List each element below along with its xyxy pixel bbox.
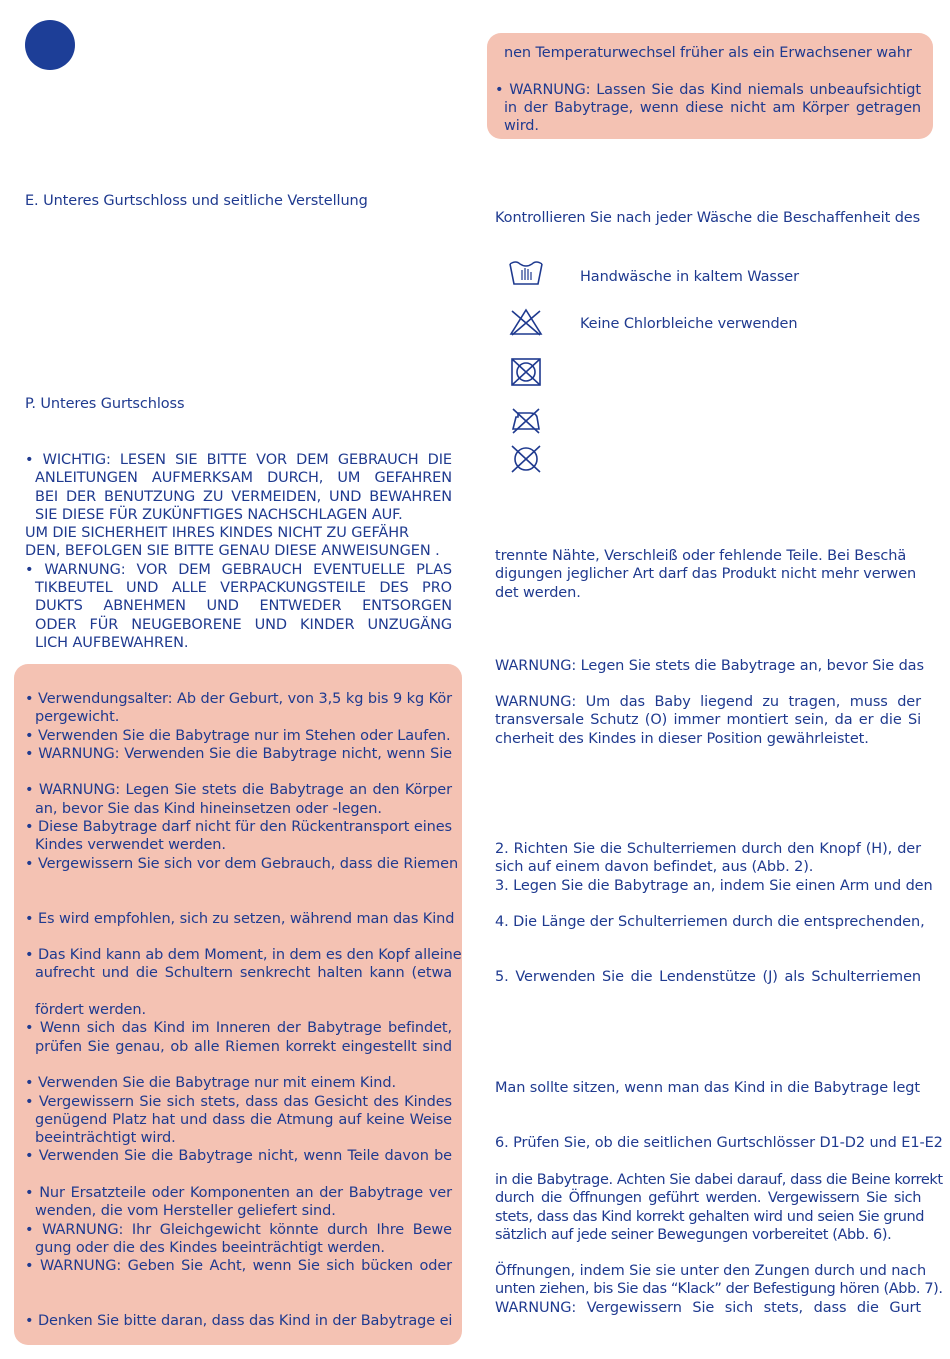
text-line: pergewicht. [35,709,120,726]
warning-put-on: WARNUNG: Legen Sie stets die Babytrage an, bevor Sie das [495,658,924,674]
seams-paragraph [495,547,915,602]
heading-p: P. Unteres Gurtschloss [25,396,185,412]
text-line: • Das Kind kann ab dem Moment, in dem es den Kopf alleine [25,947,462,964]
heading-e: E. Unteres Gurtschloss und seitliche Verstellung [25,193,368,209]
text-line: det werden. [495,584,581,601]
text-line: in der Babytrage, wenn diese nicht am Körper getragen [504,99,921,116]
no-dry-clean-icon [508,444,544,474]
text-line: • Nur Ersatzteile oder Komponenten an der Babytrage ver [25,1185,452,1202]
step-6: 6. Prüfen Sie, ob die seitlichen Gurtschlösser D1-D2 und E1-E2 [495,1135,943,1151]
legs-paragraph [495,1171,943,1244]
text-line: sich auf einem davon befindet, aus (Abb. 2). [495,859,814,876]
text-line: genügend Platz hat und dass die Atmung auf keine Weise [35,1111,452,1128]
no-tumble-dry-icon [508,357,544,387]
text-line: in die Babytrage. Achten Sie dabei darauf, dass die Beine korrekt [495,1172,943,1188]
text-line: fördert werden. [35,1002,146,1019]
text-line: 2. Richten Sie die Schulterriemen durch den Knopf (H), der [495,841,921,857]
text-line: ANLEITUNGEN AUFMERKSAM DURCH, UM GEFAHREN [35,470,452,487]
section-dot [25,20,75,70]
text-line: • WARNUNG: VOR DEM GEBRAUCH EVENTUELLE PLAS [25,561,452,578]
text-line: cherheit des Kindes in dieser Position gewährleistet. [495,730,869,747]
text-line: beeinträchtigt wird. [35,1130,176,1147]
text-line: Öffnungen, indem Sie sie unter den Zungen durch und nach [495,1263,927,1279]
text-line: • Diese Babytrage darf nicht für den Rückentransport eines [25,819,452,836]
text-line: WARNUNG: Vergewissern Sie sich stets, dass die Gurt [495,1299,921,1316]
text-line: trennte Nähte, Verschleiß oder fehlende Teile. Bei Beschä [495,548,907,564]
text-line: • Vergewissern Sie sich stets, dass das Gesicht des Kindes [25,1093,452,1110]
text-line: BEI DER BENUTZUNG ZU VERMEIDEN, UND BEWAHREN [35,488,452,505]
supervision-warning-text [495,44,921,135]
text-line: ODER FÜR NEUGEBORENE UND KINDER UNZUGÄNG [35,616,452,633]
text-line: • Es wird empfohlen, sich zu setzen, während man das Kind [25,910,455,927]
text-line: 3. Legen Sie die Babytrage an, indem Sie einen Arm und den [495,877,933,894]
text-line: sätzlich auf jede seiner Bewegungen vorbereitet (Abb. 6). [495,1226,892,1243]
text-line: • Verwenden Sie die Babytrage nicht, wenn Teile davon be [25,1148,452,1165]
no-iron-icon [508,405,544,435]
text-line: digungen jeglicher Art darf das Produkt nicht mehr verwen [495,566,917,583]
text-line: • WARNUNG: Verwenden Sie die Babytrage nicht, wenn Sie [25,745,452,762]
text-line: nen Temperaturwechsel früher als ein Erwachsener wahr [504,45,912,61]
text-line: • WARNUNG: Geben Sie Acht, wenn Sie sich bücken oder [25,1258,452,1275]
text-line: stets, dass das Kind korrekt gehalten wird und seien Sie grund [495,1208,925,1225]
text-line: Kindes verwendet werden. [35,837,226,854]
steps-2-3 [495,840,933,895]
text-line: an, bevor Sie das Kind hineinsetzen oder -legen. [35,800,382,817]
hand-wash-icon [508,258,544,288]
text-line: • Verwenden Sie die Babytrage nur im Stehen oder Laufen. [25,727,451,744]
warning-transversal [495,693,921,748]
sitting-note: Man sollte sitzen, wenn man das Kind in die Babytrage legt [495,1080,920,1096]
text-line: WARNUNG: Um das Baby liegend zu tragen, muss der [495,694,921,710]
text-line: • Vergewissern Sie sich vor dem Gebrauch, dass die Riemen [25,855,459,872]
text-line: • WICHTIG: LESEN SIE BITTE VOR DEM GEBRAUCH DIE [25,452,452,468]
wash-intro: Kontrollieren Sie nach jeder Wäsche die Beschaffenheit des [495,210,921,226]
text-line: UM DIE SICHERHEIT IHRES KINDES NICHT ZU GEFÄHR [25,525,409,542]
text-line: • WARNUNG: Lassen Sie das Kind niemals unbeaufsichtigt [495,81,921,98]
text-line: wenden, die vom Hersteller geliefert sind. [35,1203,336,1220]
text-line: • WARNUNG: Ihr Gleichgewicht könnte durch Ihre Bewe [25,1221,452,1238]
text-line: prüfen Sie genau, ob alle Riemen korrekt eingestellt sind [35,1038,452,1055]
text-line: DUKTS ABNEHMEN UND ENTWEDER ENTSORGEN [35,598,452,615]
text-line: TIKBEUTEL UND ALLE VERPACKUNGSTEILE DES PRO [35,580,452,597]
openings-paragraph [495,1262,943,1317]
text-line: DEN, BEFOLGEN SIE BITTE GENAU DIESE ANWEISUNGEN . [25,543,440,560]
text-line: unten ziehen, bis Sie das “Klack” der Befestigung hören (Abb. 7). [495,1281,943,1298]
text-line: • Denken Sie bitte daran, dass das Kind in der Babytrage ei [25,1313,453,1330]
step-5: 5. Verwenden Sie die Lendenstütze (J) als Schulterriemen [495,969,921,985]
text-line: gung oder die des Kindes beeinträchtigt werden. [35,1239,385,1256]
text-line: transversale Schutz (O) immer montiert sein, da er die Si [495,712,921,729]
safety-warnings-text [25,690,462,1330]
no-bleach-label: Keine Chlorbleiche verwenden [580,316,798,332]
hand-wash-label: Handwäsche in kaltem Wasser [580,269,799,285]
text-line: durch die Öffnungen geführt werden. Vergewissern Sie sich [495,1190,921,1207]
important-block [25,451,452,652]
text-line: SIE DIESE FÜR ZUKÜNFTIGES NACHSCHLAGEN AUF. [35,506,403,523]
text-line: • Verwendungsalter: Ab der Geburt, von 3,5 kg bis 9 kg Kör [25,691,452,707]
text-line: • WARNUNG: Legen Sie stets die Babytrage an den Körper [25,782,452,799]
text-line: • Wenn sich das Kind im Inneren der Babytrage befindet, [25,1020,452,1037]
text-line: • Verwenden Sie die Babytrage nur mit einem Kind. [25,1075,396,1092]
text-line: wird. [504,118,539,135]
text-line: aufrecht und die Schultern senkrecht halten kann (etwa [35,965,452,982]
no-bleach-icon [508,307,544,337]
text-line: LICH AUFBEWAHREN. [35,634,189,651]
step-4: 4. Die Länge der Schulterriemen durch die entsprechenden, [495,914,925,930]
